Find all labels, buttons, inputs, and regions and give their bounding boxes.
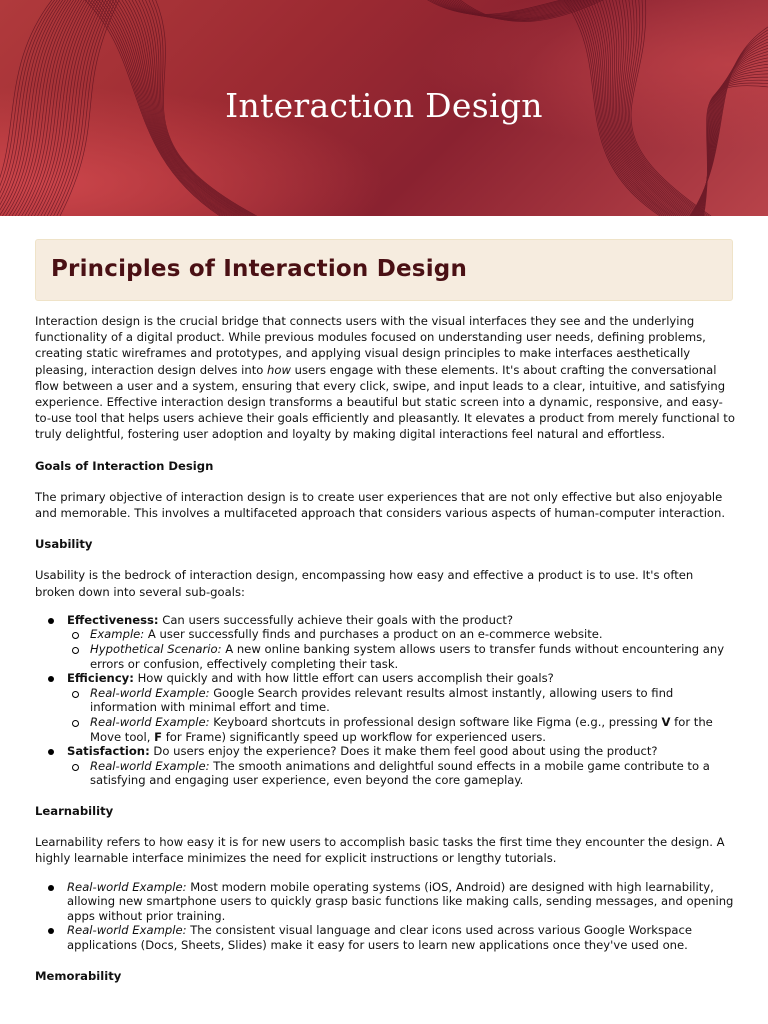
list-item: Efficiency: How quickly and with how little effort can users accomplish their goals? Real-world Example: Google Search provides relevant results almost instantly, allowing users to find information with minimal effort and time. Real-world Example: Keyboard shortcuts in professional design software like Figma (e.g., pressing V for the Move tool, F for Frame) significantly speed up workflow for experienced users.	[35, 671, 735, 744]
goals-paragraph: The primary objective of interaction design is to create user experiences that are not only effective but also enjoyable and memorable. This involves a multifaceted approach that considers various aspects of human-computer interaction.	[35, 489, 726, 521]
section-title: Principles of Interaction Design	[51, 256, 468, 282]
learnability-paragraph: Learnability refers to how easy it is for new users to accomplish basic tasks the first time they encounter the design. A highly learnable interface minimizes the need for explicit instructions or lengthy tutorials.	[35, 835, 725, 866]
document-body	[35, 313, 735, 984]
goals-heading: Goals of Interaction Design	[35, 458, 214, 473]
memorability-heading: Memorability	[35, 968, 122, 983]
banner-title: Interaction Design	[225, 86, 543, 125]
list-item: Real-world Example: The consistent visual language and clear icons used across various Google Workspace applications (Docs, Sheets, Slides) make it easy for users to learn new applications once they've used one.	[35, 923, 735, 952]
intro-emphasis: how	[267, 362, 291, 377]
usability-heading: Usability	[35, 537, 93, 552]
list-item: Real-world Example: The smooth animations and delightful sound effects in a mobile game contribute to a satisfying and engaging user experience, even beyond the core gameplay.	[67, 759, 735, 788]
list-item: Real-world Example: Most modern mobile operating systems (iOS, Android) are designed with high learnability, allowing new smartphone users to quickly grasp basic functions like making calls, sending messages, and opening apps without prior training.	[35, 880, 735, 924]
list-item: Real-world Example: Google Search provides relevant results almost instantly, allowing users to find information with minimal effort and time.	[67, 686, 735, 715]
list-item: Satisfaction: Do users enjoy the experience? Does it make them feel good about using the product? Real-world Example: The smooth animations and delightful sound effects in a mobile game contribute to a satisfying and engaging user experience, even beyond the core gameplay.	[35, 744, 735, 788]
intro-paragraph: Interaction design is the crucial bridge that connects users with the visual interfaces they see and the underlying functionality of a digital product. While previous modules focused on understanding user needs, defining problems, creating static wireframes and prototypes, and applying visual design principles to make interfaces aesthetically pleasing, interaction design delves into how users engage with these elements. It's about crafting the conversational flow between a user and a system, ensuring that every click, swipe, and input leads to a clear, intuitive, and satisfying experience. Effective interaction design transforms a beautiful but static screen into a dynamic, responsive, and easy-to-use tool that helps users achieve their goals efficiently and pleasantly. It elevates a product from merely functional to truly delightful, fostering user adoption and loyalty by making digital interactions feel natural and effortless.	[35, 314, 735, 442]
list-item: Example: A user successfully finds and purchases a product on an e-commerce website.	[67, 627, 735, 642]
usability-list	[35, 613, 735, 788]
learnability-heading: Learnability	[35, 803, 114, 818]
list-item: Real-world Example: Keyboard shortcuts in professional design software like Figma (e.g., pressing V for the Move tool, F for Frame) significantly speed up workflow for experienced users.	[67, 715, 735, 744]
header-banner	[0, 0, 768, 216]
usability-paragraph: Usability is the bedrock of interaction design, encompassing how easy and effective a product is to use. It's often broken down into several sub-goals:	[35, 568, 694, 599]
section-heading-box	[35, 239, 733, 301]
list-item: Hypothetical Scenario: A new online banking system allows users to transfer funds without encountering any errors or confusion, effectively completing their task.	[67, 642, 735, 671]
learnability-list	[35, 880, 735, 953]
list-item: Effectiveness: Can users successfully achieve their goals with the product? Example: A user successfully finds and purchases a product on an e-commerce website. Hypothetical Scenario: A new online banking system allows users to transfer funds without encountering any errors or confusion, effectively completing their task.	[35, 613, 735, 671]
